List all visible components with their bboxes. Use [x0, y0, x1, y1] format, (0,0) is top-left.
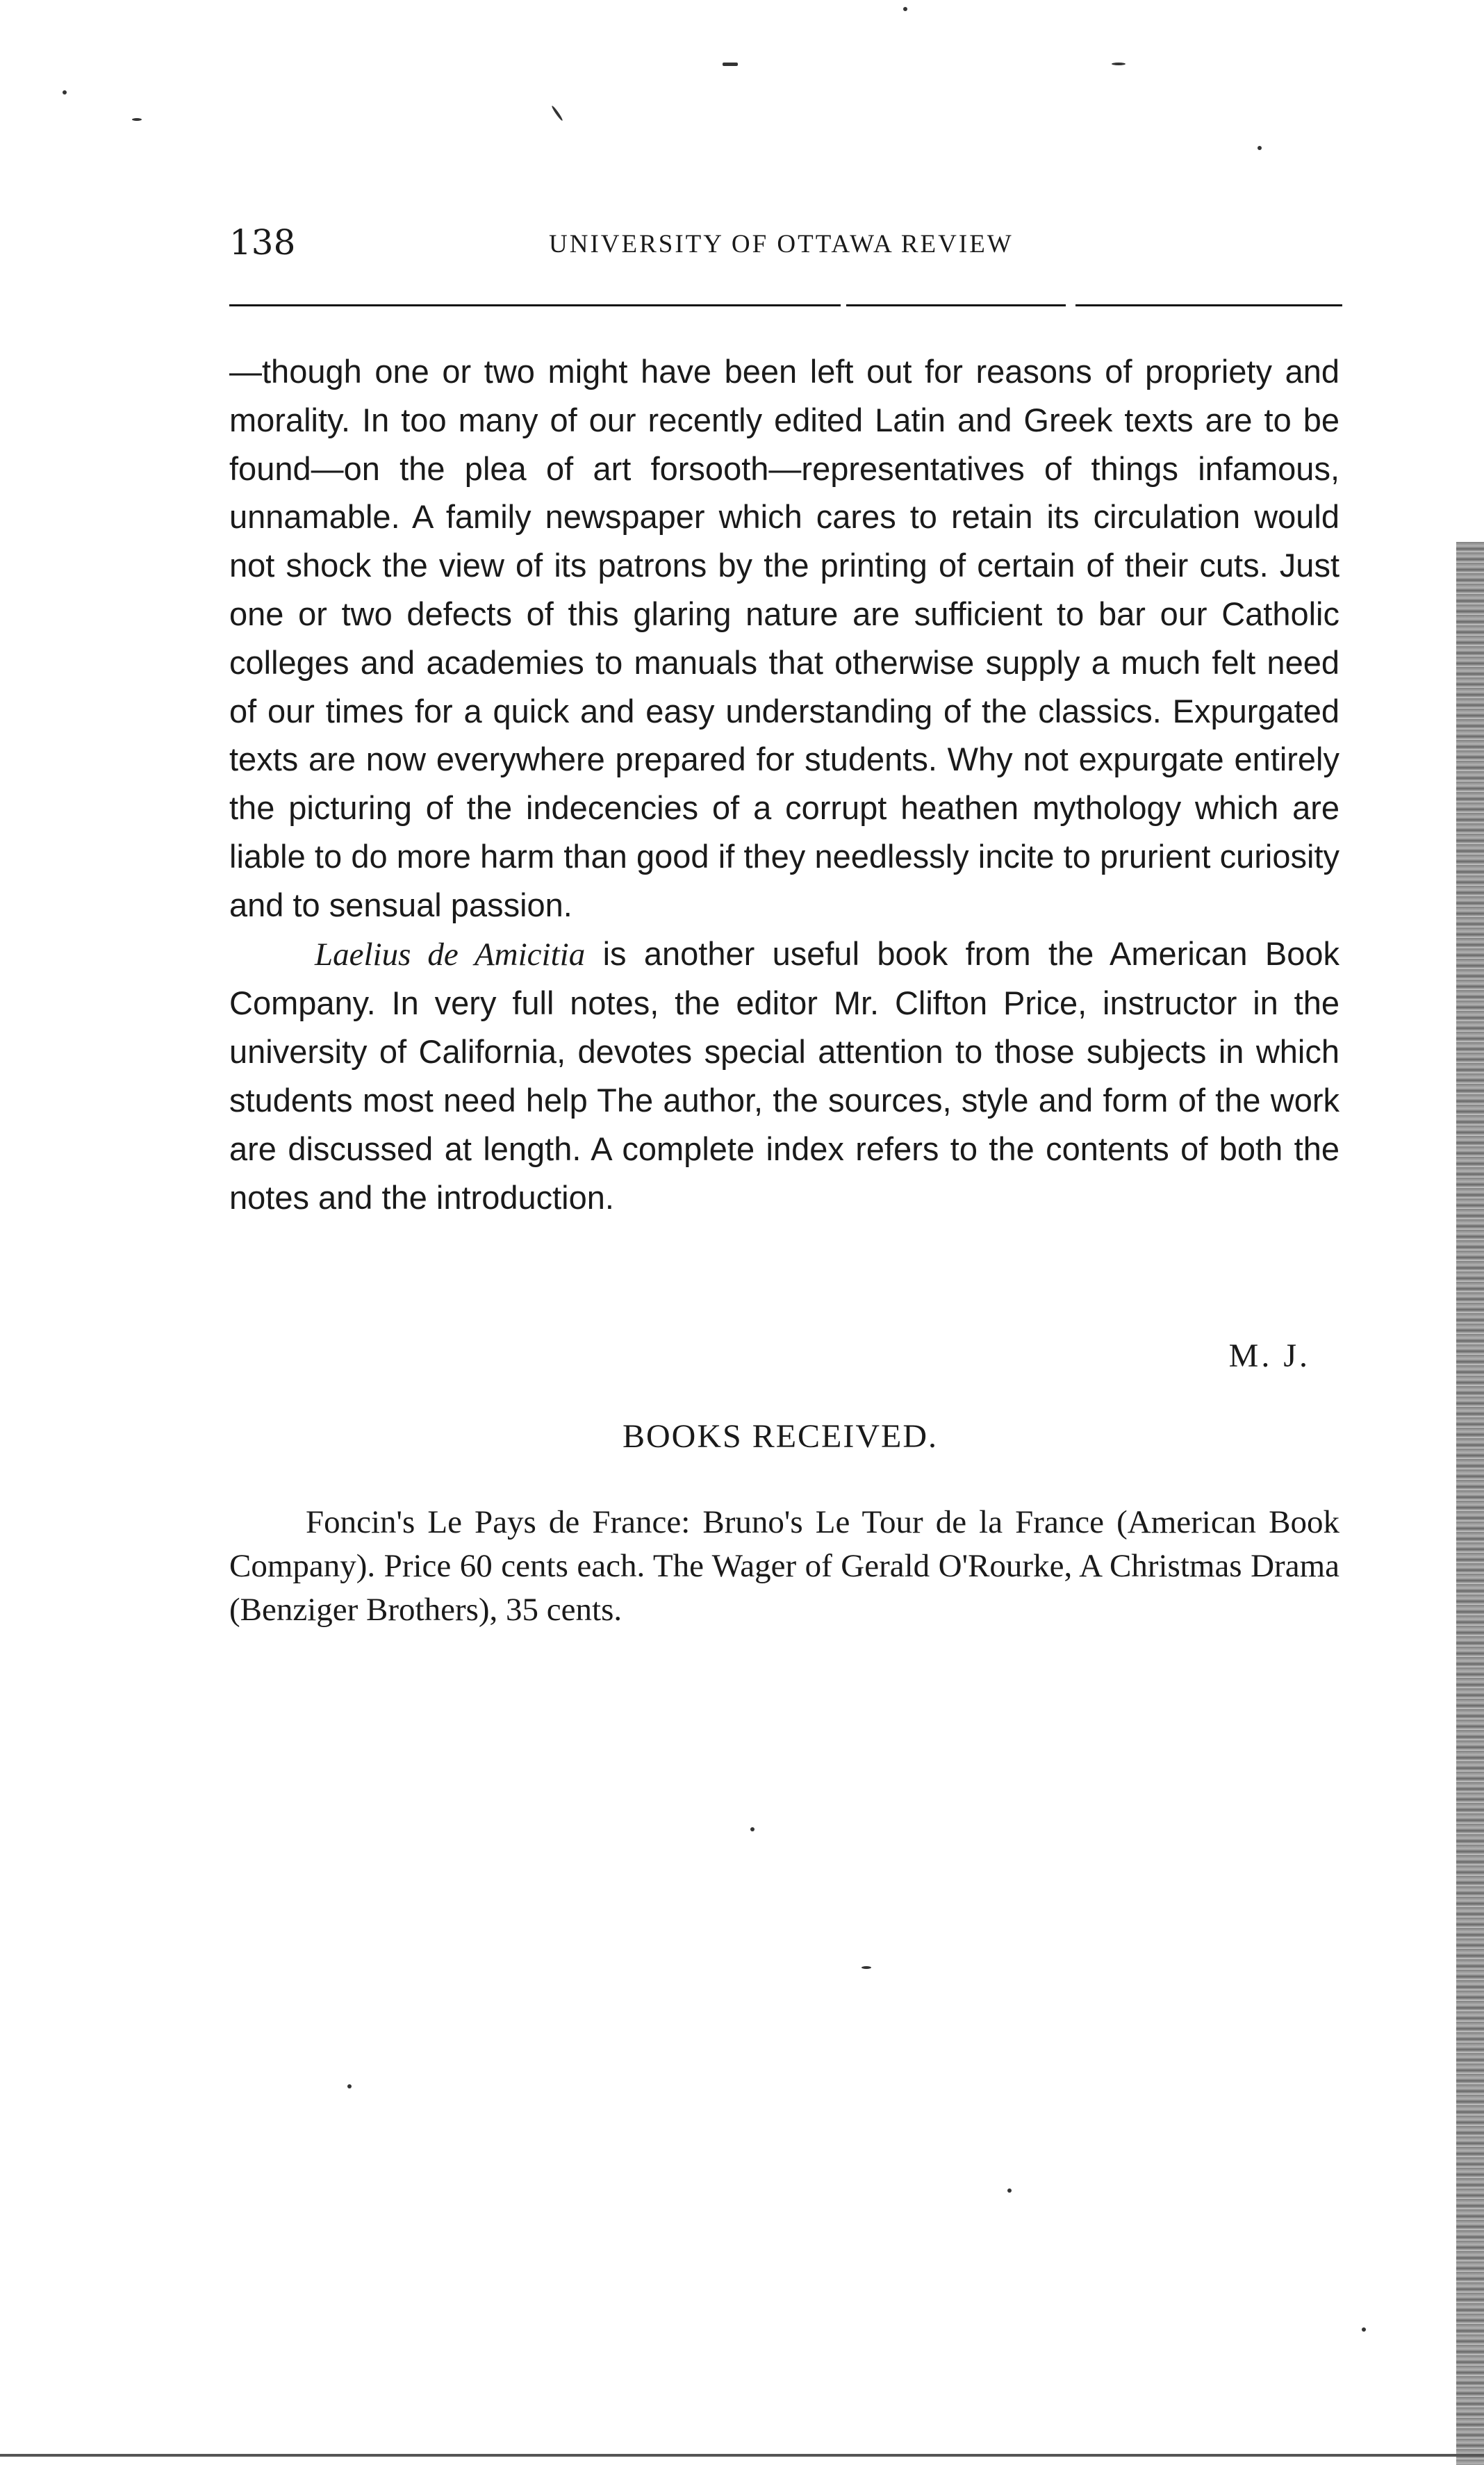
header-rule-segment	[1075, 304, 1342, 306]
scan-speck	[63, 90, 67, 94]
author-signature: M. J.	[1228, 1337, 1310, 1374]
running-head: UNIVERSITY OF OTTAWA REVIEW	[549, 230, 1014, 258]
scan-speck	[551, 105, 563, 122]
article-paragraph: —though one or two might have been left out for reasons of propriety and morality. In too many of our recently edited Latin and Greek texts are to be found—on the plea of art forsooth—representatives of things infamous, unnamable. A family newspaper which cares to retain its circulation would not shock the view of its patrons by the printing of certain of their cuts. Just one or two defects of this glaring nature are sufficient to bar our Catholic colleges and academies to manuals that otherwise supply a much felt need of our times for a quick and easy understanding of the classics. Expurgated texts are now everywhere prepared for students. Why not expurgate entirely the picturing of the indecencies of a corrupt heathen mythology which are liable to do more harm than good if they needlessly incite to prurient curiosity and to sensual passion.	[229, 353, 1339, 923]
scan-speck	[1258, 146, 1262, 150]
paragraph-text: is another useful book from the American Book Company. In very full notes, the editor Mr. Clifton Price, instructor in the university of California, devotes special attention to those subjects in which students most need help The author, the sources, style and form of the work are discussed at length. A complete index refers to the contents of both the notes and the introduction.	[229, 934, 1339, 1216]
header-rule	[229, 304, 841, 306]
scan-speck	[723, 63, 738, 66]
scan-speck	[750, 1827, 755, 1831]
scan-bottom-edge	[0, 2454, 1484, 2457]
books-received-list	[229, 1501, 1339, 1632]
article-paragraph	[229, 930, 1339, 1222]
scan-speck	[347, 2084, 352, 2088]
page-number: 138	[229, 222, 296, 263]
scan-speck	[1362, 2327, 1366, 2332]
books-received-paragraph: Foncin's Le Pays de France: Bruno's Le Tour de la France (American Book Company). Price 60 cents each. The Wager of Gerald O'Rourke, A Christmas Drama (Benziger Brothers), 35 cents.	[229, 1504, 1339, 1628]
header-rule-segment	[846, 304, 1066, 306]
scan-speck	[1007, 2188, 1012, 2193]
scan-speck	[1112, 63, 1126, 65]
book-title: Laelius de Amicitia	[315, 936, 586, 973]
scan-speck	[861, 1966, 871, 1969]
scan-speck	[903, 7, 907, 11]
scan-edge	[1456, 542, 1484, 2465]
section-heading: BOOKS RECEIVED.	[622, 1418, 938, 1455]
scan-speck	[132, 118, 142, 121]
article-body	[229, 347, 1339, 1221]
